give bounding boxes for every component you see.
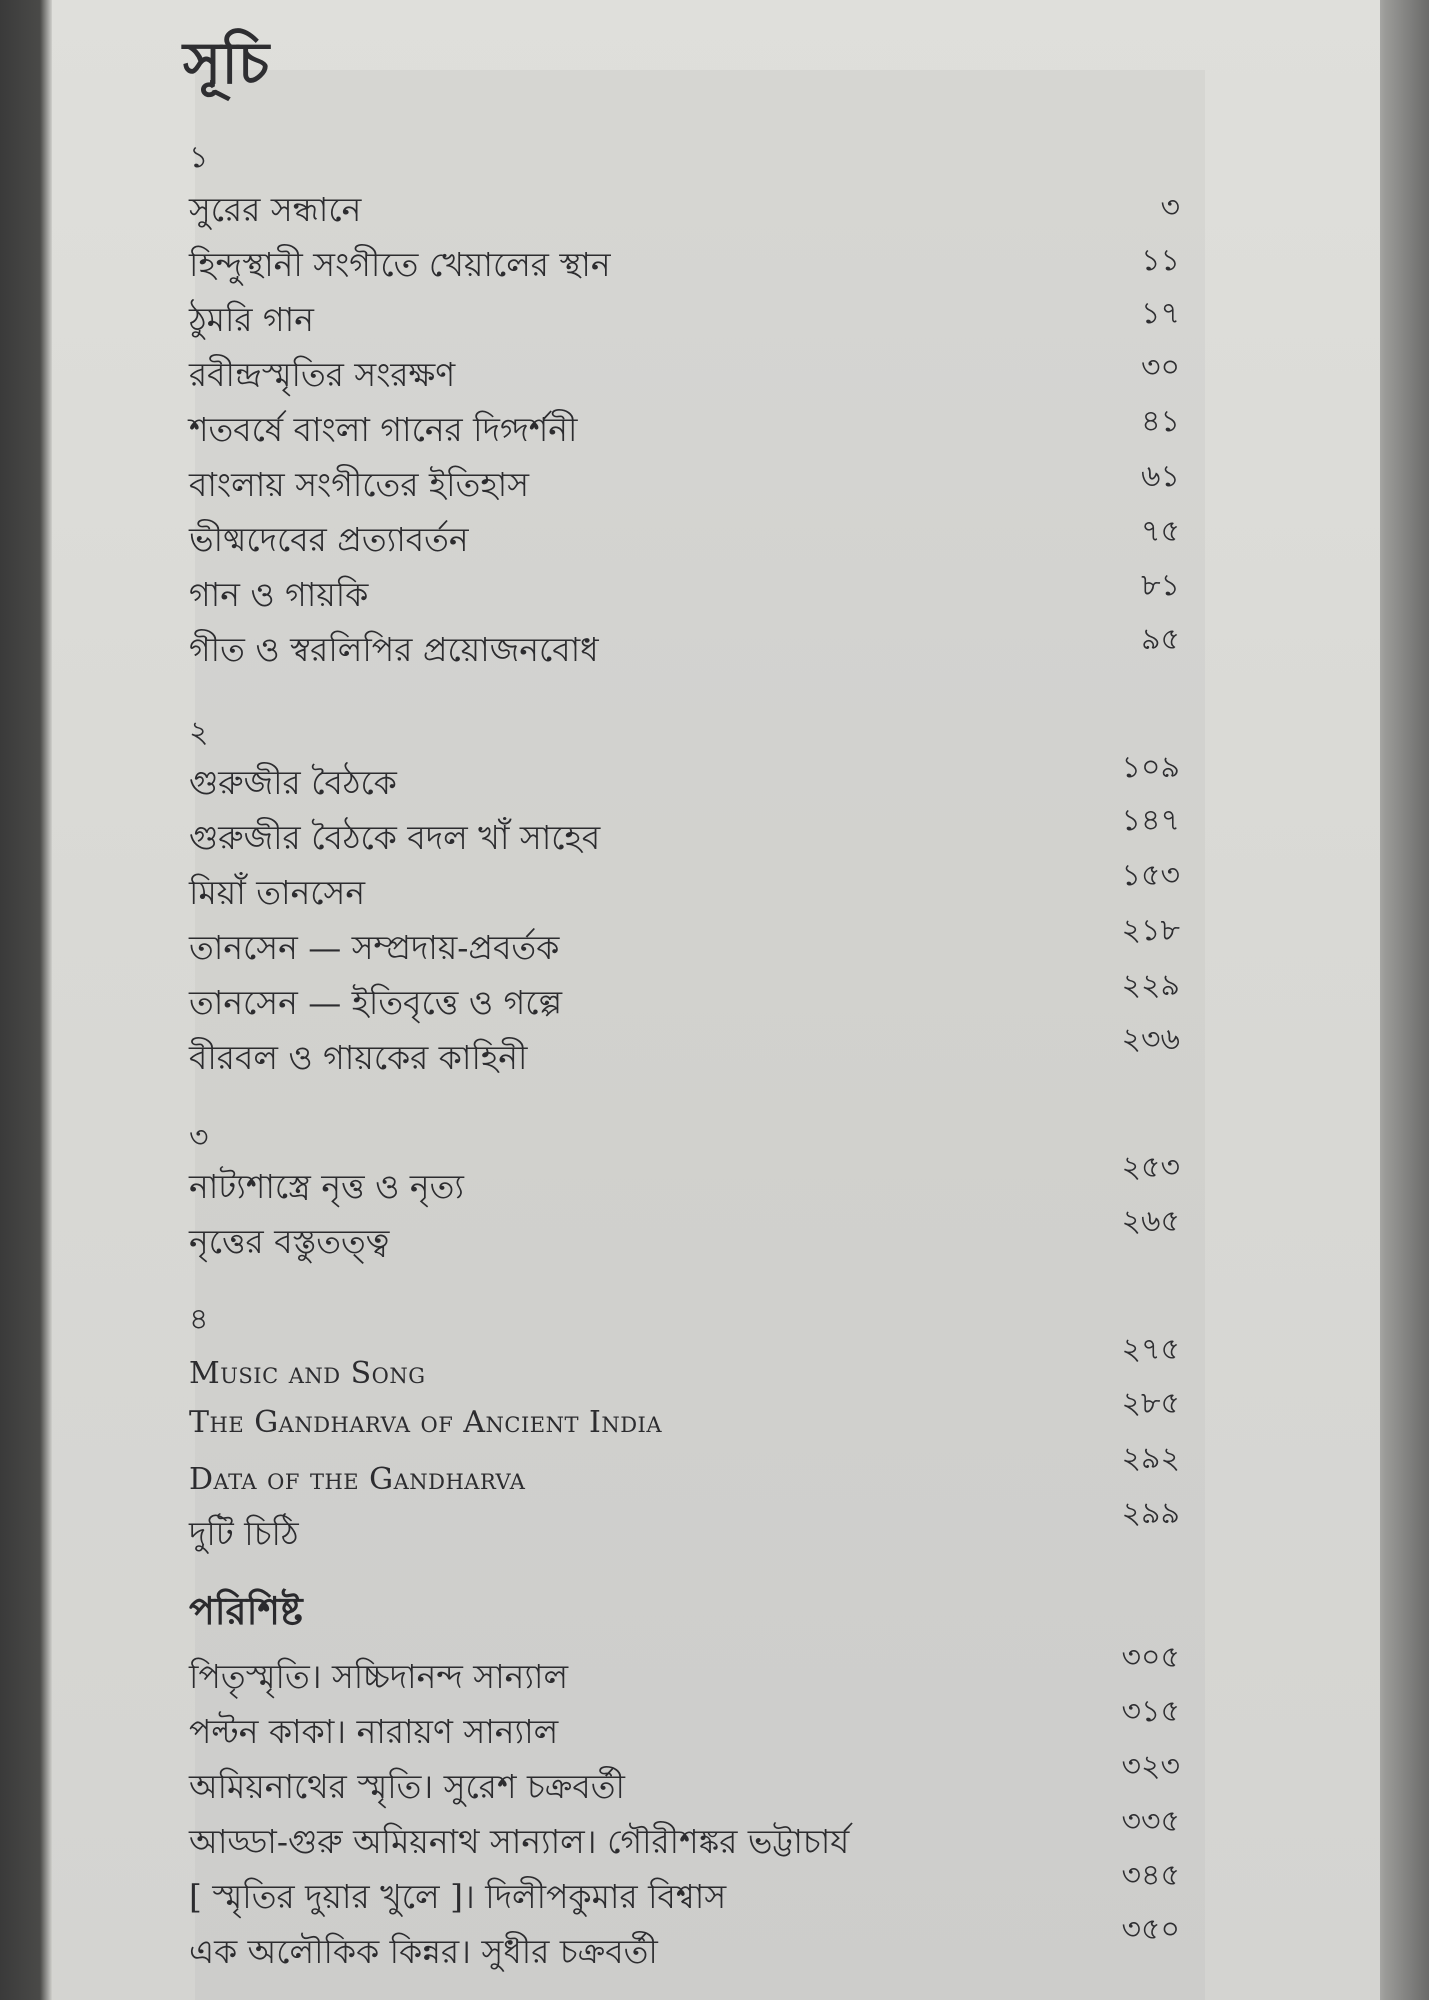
entry-title: নৃত্তের বস্তুতত্ত্ব <box>189 1222 390 1261</box>
entry-title: বাংলায় সংগীতের ইতিহাস <box>189 465 530 504</box>
entry-page-number: ১৪৭ <box>1121 803 1180 838</box>
entry-page-number: ৪১ <box>1141 404 1180 439</box>
section-number: ২ <box>189 715 209 750</box>
entry-title: The Gandharva of Ancient India <box>189 1405 663 1440</box>
entry-title: গুরুজীর বৈঠকে বদল খাঁ সাহেব <box>189 818 601 857</box>
entry-page-number: ৩০ <box>1140 350 1180 385</box>
entry-page-number: ২১৮ <box>1121 913 1180 948</box>
entry-title: তানসেন — সম্প্রদায়-প্রবর্তক <box>189 928 560 967</box>
entry-page-number: ৭৫ <box>1141 514 1180 549</box>
entry-title: ঠুমরি গান <box>189 300 314 339</box>
entry-page-number: ২৫৩ <box>1121 1150 1180 1185</box>
entry-title: দুটি চিঠি <box>189 1514 299 1553</box>
section-number: ৪ <box>189 1302 209 1337</box>
entry-page-number: ৩১৫ <box>1121 1694 1180 1729</box>
entry-title: Data of the Gandharva <box>189 1462 526 1497</box>
entry-page-number: ৩৪৫ <box>1121 1858 1180 1893</box>
entry-title: তানসেন — ইতিবৃত্তে ও গল্পে <box>189 983 563 1022</box>
entry-title: মিয়াঁ তানসেন <box>189 873 366 912</box>
entry-page-number: ২২৯ <box>1121 968 1180 1003</box>
entry-title: আড্ডা-গুরু অমিয়নাথ সান্যাল। গৌরীশঙ্কর ভট্টাচার্য <box>189 1822 850 1861</box>
entry-page-number: ২৬৫ <box>1121 1204 1180 1239</box>
entry-page-number: ৯৫ <box>1141 622 1180 657</box>
entry-page-number: ১০৯ <box>1121 750 1180 785</box>
entry-title: [ স্মৃতির দুয়ার খুলে ]। দিলীপকুমার বিশ্বাস <box>189 1877 727 1916</box>
entry-page-number: ৩৩৫ <box>1121 1804 1180 1839</box>
entry-title: শতবর্ষে বাংলা গানের দিগ্দর্শনী <box>189 410 578 449</box>
entry-page-number: ৮১ <box>1141 568 1180 603</box>
entry-page-number: ২৯২ <box>1121 1441 1180 1476</box>
entry-page-number: ২৯৯ <box>1121 1496 1180 1531</box>
appendix-heading: পরিশিষ্ট <box>189 1588 303 1633</box>
toc-title: সূচি <box>183 29 270 97</box>
entry-title: ভীষ্মদেবের প্রত্যাবর্তন <box>189 520 469 559</box>
entry-title: গান ও গায়কি <box>189 575 369 614</box>
entry-title: এক অলৌকিক কিন্নর। সুধীর চক্রবর্তী <box>189 1932 658 1971</box>
entry-page-number: ২৮৫ <box>1121 1386 1180 1421</box>
entry-page-number: ৩০৫ <box>1121 1640 1180 1675</box>
entry-title: নাট্যশাস্ত্রে নৃত্ত ও নৃত্য <box>189 1167 464 1206</box>
entry-page-number: ৩২৩ <box>1121 1749 1180 1784</box>
entry-page-number: ১৫৩ <box>1121 858 1180 893</box>
entry-page-number: ৩ <box>1160 190 1180 225</box>
entry-page-number: ২৩৬ <box>1121 1022 1180 1057</box>
entry-page-number: ২৭৫ <box>1121 1332 1180 1367</box>
entry-title: পিতৃস্মৃতি। সচ্চিদানন্দ সান্যাল <box>189 1657 569 1696</box>
entry-title: অমিয়নাথের স্মৃতি। সুরেশ চক্রবর্তী <box>189 1767 625 1806</box>
entry-page-number: ১৭ <box>1141 296 1180 331</box>
entry-page-number: ১১ <box>1141 243 1180 278</box>
entry-title: গীত ও স্বরলিপির প্রয়োজনবোধ <box>189 630 599 669</box>
entry-title: বীরবল ও গায়কের কাহিনী <box>189 1038 528 1077</box>
entry-title: রবীন্দ্রস্মৃতির সংরক্ষণ <box>189 355 456 394</box>
entry-page-number: ৬১ <box>1141 459 1180 494</box>
entry-page-number: ৩৫০ <box>1121 1912 1180 1947</box>
entry-title: Music and Song <box>189 1356 426 1391</box>
section-number: ১ <box>189 140 209 175</box>
section-number: ৩ <box>189 1120 209 1155</box>
entry-title: পল্টন কাকা। নারায়ণ সান্যাল <box>189 1712 559 1751</box>
entry-title: সুরের সন্ধানে <box>189 190 362 229</box>
entry-title: হিন্দুস্থানী সংগীতে খেয়ালের স্থান <box>189 245 611 284</box>
entry-title: গুরুজীর বৈঠকে <box>189 763 397 802</box>
